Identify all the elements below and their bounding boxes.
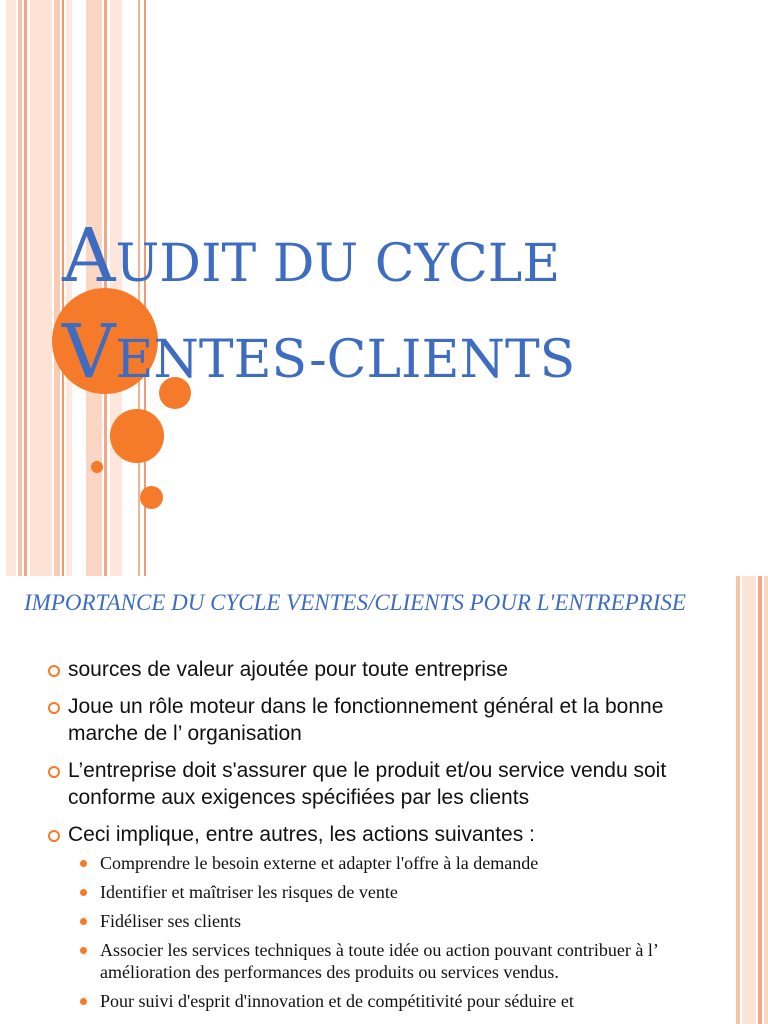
bullet-item: sources de valeur ajoutée pour toute entreprise bbox=[48, 656, 728, 683]
decorative-stripe bbox=[24, 0, 27, 576]
bullet-item: Ceci implique, entre autres, les actions suivantes : Comprendre le besoin externe et adapter l'offre à la demande Identifier et maîtriser les risques de vente Fidéliser ses clients Associer les services techniques à toute idée ou action pouvant contribuer à l’ amélioration des performances des produits ou services vendus. Pour suivi d'esprit d'innovation et de compétitivité pour séduire et bbox=[48, 821, 728, 1012]
decorative-circle bbox=[140, 486, 163, 509]
ring-bullet-icon bbox=[48, 665, 60, 677]
decorative-circle bbox=[110, 409, 164, 463]
dot-bullet-icon bbox=[80, 889, 87, 896]
title-line: VENTES-CLIENTS bbox=[62, 309, 576, 395]
decorative-stripe bbox=[736, 576, 740, 1024]
sub-bullet-list bbox=[78, 852, 728, 1012]
bullet-list bbox=[48, 656, 728, 1022]
decorative-stripe bbox=[764, 576, 768, 1024]
dot-bullet-icon bbox=[80, 947, 87, 954]
title-line: AUDIT DU CYCLE bbox=[62, 213, 561, 299]
sub-bullet-item: Pour suivi d'esprit d'innovation et de compétitivité pour séduire et bbox=[78, 990, 728, 1012]
dot-bullet-icon bbox=[80, 860, 87, 867]
sub-bullet-item: Fidéliser ses clients bbox=[78, 910, 728, 932]
decorative-stripe bbox=[742, 576, 756, 1024]
decorative-stripe bbox=[18, 0, 22, 576]
ring-bullet-icon bbox=[48, 766, 60, 778]
bullet-item: Joue un rôle moteur dans le fonctionnement général et la bonne marche de l’ organisation bbox=[48, 693, 728, 747]
decorative-stripe bbox=[30, 0, 52, 576]
ring-bullet-icon bbox=[48, 830, 60, 842]
bullet-item: L’entreprise doit s'assurer que le produit et/ou service vendu soit conforme aux exigences spécifiées par les clients bbox=[48, 757, 728, 811]
ring-bullet-icon bbox=[48, 702, 60, 714]
slide-title bbox=[62, 212, 742, 404]
sub-bullet-item: Identifier et maîtriser les risques de vente bbox=[78, 881, 728, 903]
sub-bullet-item: Associer les services techniques à toute idée ou action pouvant contribuer à l’ amélioration des performances des produits ou services vendus. bbox=[78, 939, 728, 983]
decorative-circle bbox=[91, 461, 103, 473]
sub-bullet-item: Comprendre le besoin externe et adapter l'offre à la demande bbox=[78, 852, 728, 874]
dot-bullet-icon bbox=[80, 998, 87, 1005]
slide-heading: IMPORTANCE DU CYCLE VENTES/CLIENTS POUR L'ENTREPRISE bbox=[24, 590, 686, 615]
decorative-stripe bbox=[758, 576, 762, 1024]
decorative-stripe bbox=[54, 0, 60, 576]
content-slide bbox=[0, 576, 768, 1024]
dot-bullet-icon bbox=[80, 918, 87, 925]
decorative-stripe bbox=[6, 0, 16, 576]
